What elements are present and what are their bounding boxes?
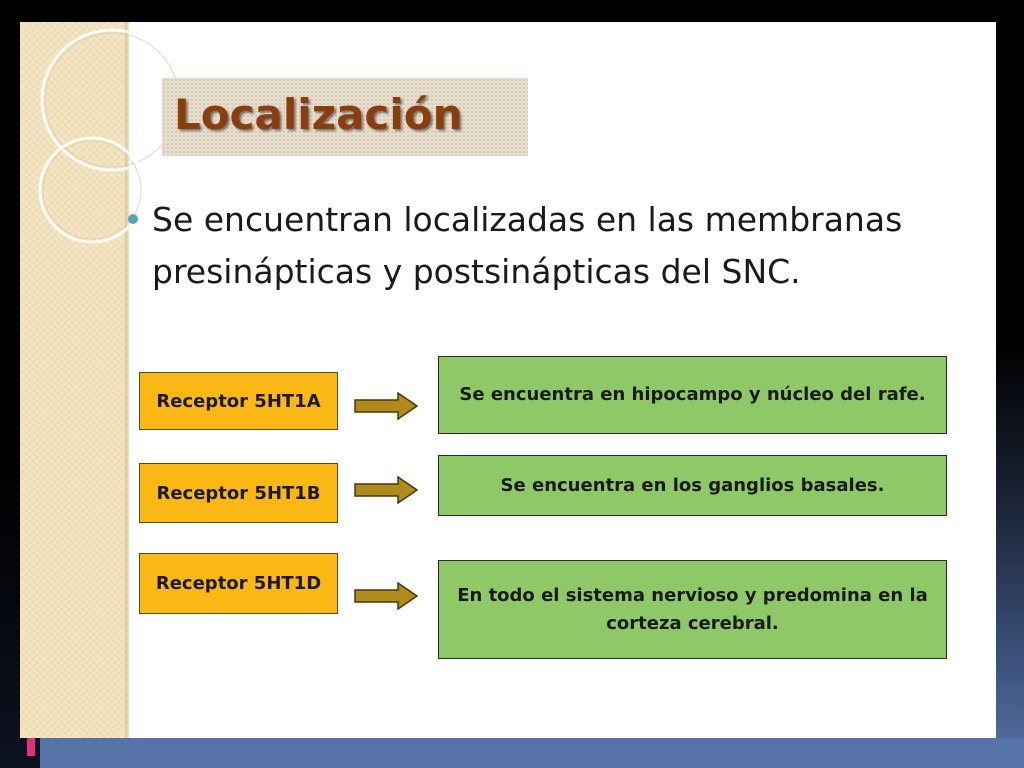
right-arrow-icon (354, 392, 418, 420)
title-box (162, 78, 528, 156)
bullet-text: Se encuentran localizadas en las membranas presinápticas y postsinápticas del SNC. (152, 200, 903, 291)
receptor-box-5ht1d: Receptor 5HT1D (139, 553, 338, 614)
description-box-5ht1b: Se encuentra en los ganglios basales. (438, 455, 947, 516)
page-title: Localización (174, 90, 463, 139)
description-box-5ht1d: En todo el sistema nervioso y predomina en la corteza cerebral. (438, 560, 947, 659)
receptor-box-5ht1a: Receptor 5HT1A (139, 372, 338, 430)
bullet-dot-icon (128, 214, 138, 224)
right-arrow-icon (354, 582, 418, 610)
right-arrow-icon (354, 476, 418, 504)
description-box-5ht1a: Se encuentra en hipocampo y núcleo del rafe. (438, 356, 947, 434)
receptor-box-5ht1b: Receptor 5HT1B (139, 463, 338, 523)
bottom-bar (40, 738, 1024, 768)
slide-marker (27, 738, 35, 756)
slide (20, 22, 996, 738)
